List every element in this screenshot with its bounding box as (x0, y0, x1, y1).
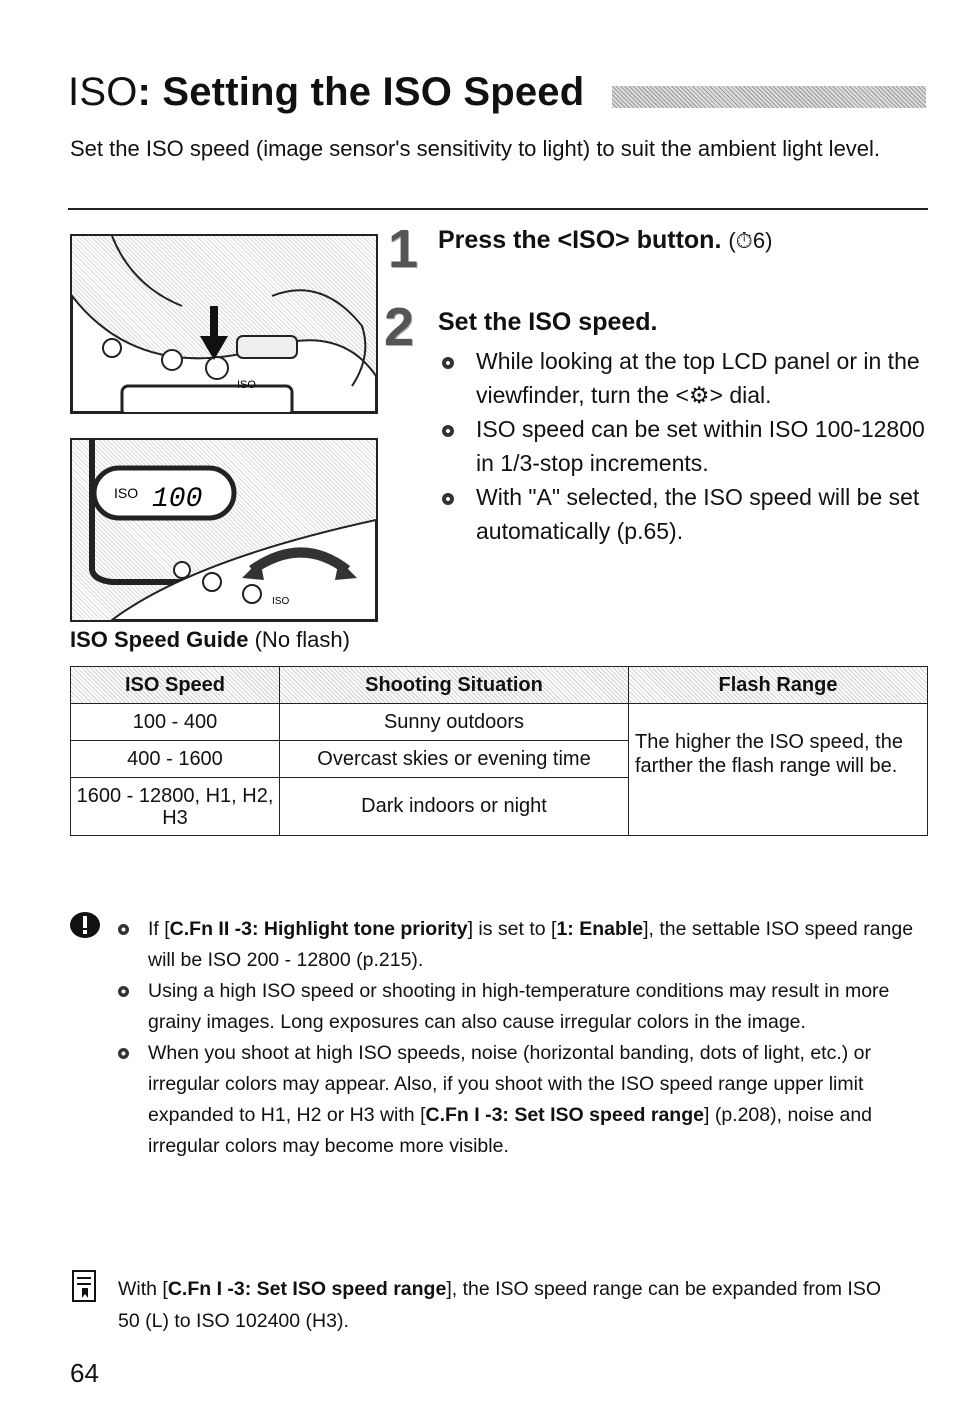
lcd-iso-label: ISO (114, 485, 139, 501)
situation-cell: Overcast skies or evening time (280, 741, 629, 778)
lcd-panel-figure (70, 438, 378, 622)
step-2-bullets (438, 344, 938, 548)
step-2-number: 2 (384, 297, 415, 357)
note-text-part: ], the ISO speed range can be expanded from ISO 50 (L) to ISO 102400 (H3). (118, 1278, 882, 1332)
title-prefix: ISO (68, 70, 138, 114)
note-text (118, 1273, 908, 1337)
page-number: 64 (70, 1358, 99, 1388)
iso-cell: 400 - 1600 (71, 741, 280, 778)
flash-range-cell: The higher the ISO speed, the farther the flash range will be. (629, 704, 928, 836)
caution-item (118, 914, 918, 976)
situation-cell: Dark indoors or night (280, 778, 629, 836)
caution-text: When you shoot at high ISO speeds, noise (horizontal banding, dots of light, etc.) or irregular colors may appear. Also, if you shoot with the ISO speed range upper limit expanded to H1, H2 or H3 with [ (148, 1042, 872, 1126)
header-iso-speed: ISO Speed (71, 667, 280, 704)
title-decoration (612, 86, 926, 108)
guide-title-bold: ISO Speed Guide (70, 627, 249, 652)
note-icon (72, 1270, 96, 1302)
note-text-part: With [ (118, 1278, 168, 1300)
step-1-page-ref: (⏱6) (728, 228, 773, 253)
caution-bold: 1: Enable (556, 918, 644, 940)
guide-title-rest: (No flash) (254, 627, 350, 652)
step-2-title: Set the ISO speed. (438, 308, 658, 336)
step-2-bullet: While looking at the top LCD panel or in the viewfinder, turn the <⚙> dial. (438, 344, 938, 412)
note-bold: C.Fn I -3: Set ISO speed range (167, 1278, 447, 1300)
table-row (71, 704, 928, 741)
caution-list (118, 914, 918, 1162)
situation-cell: Sunny outdoors (280, 704, 629, 741)
lcd-dial-illustration (72, 440, 376, 620)
caution-item (118, 1038, 918, 1162)
iso-button-illustration (72, 236, 376, 412)
caution-bold: C.Fn I -3: Set ISO speed range (425, 1104, 704, 1126)
caution-text: ] (p.208), noise and irregular colors may become more visible. (148, 1104, 873, 1157)
step-1-number: 1 (388, 219, 419, 279)
section-divider (68, 208, 928, 210)
step-1-title-text: Press the <ISO> button. (438, 226, 722, 254)
dial-iso-label: ISO (272, 596, 290, 607)
step-1-title (438, 226, 772, 255)
caution-bold: C.Fn II -3: Highlight tone priority (169, 918, 468, 940)
caution-item: Using a high ISO speed or shooting in high-temperature conditions may result in more grainy images. Long exposures can also cause irregular colors in the image. (118, 976, 918, 1038)
caution-text: If [ (148, 918, 170, 940)
iso-button-label: ISO (237, 379, 256, 391)
title-text: : Setting the ISO Speed (137, 70, 585, 114)
step-2-bullet: With "A" selected, the ISO speed will be set automatically (p.65). (438, 480, 938, 548)
caution-text: ] is set to [ (467, 918, 557, 940)
lcd-iso-value: 100 (152, 484, 203, 515)
iso-cell: 100 - 400 (71, 704, 280, 741)
caution-text: ], the settable ISO speed range will be ISO 200 - 12800 (p.215). (148, 918, 914, 971)
page-title (68, 70, 584, 115)
guide-title (70, 627, 350, 653)
table-header-row (71, 667, 928, 704)
header-flash-range: Flash Range (629, 667, 928, 704)
step-2-bullet: ISO speed can be set within ISO 100-12800 in 1/3-stop increments. (438, 412, 938, 480)
camera-top-figure (70, 234, 378, 414)
iso-cell: 1600 - 12800, H1, H2, H3 (71, 778, 280, 836)
header-shooting-situation: Shooting Situation (280, 667, 629, 704)
iso-speed-guide-table (70, 666, 928, 836)
caution-icon (68, 910, 102, 940)
intro-text: Set the ISO speed (image sensor's sensitivity to light) to suit the ambient light level. (70, 136, 881, 161)
